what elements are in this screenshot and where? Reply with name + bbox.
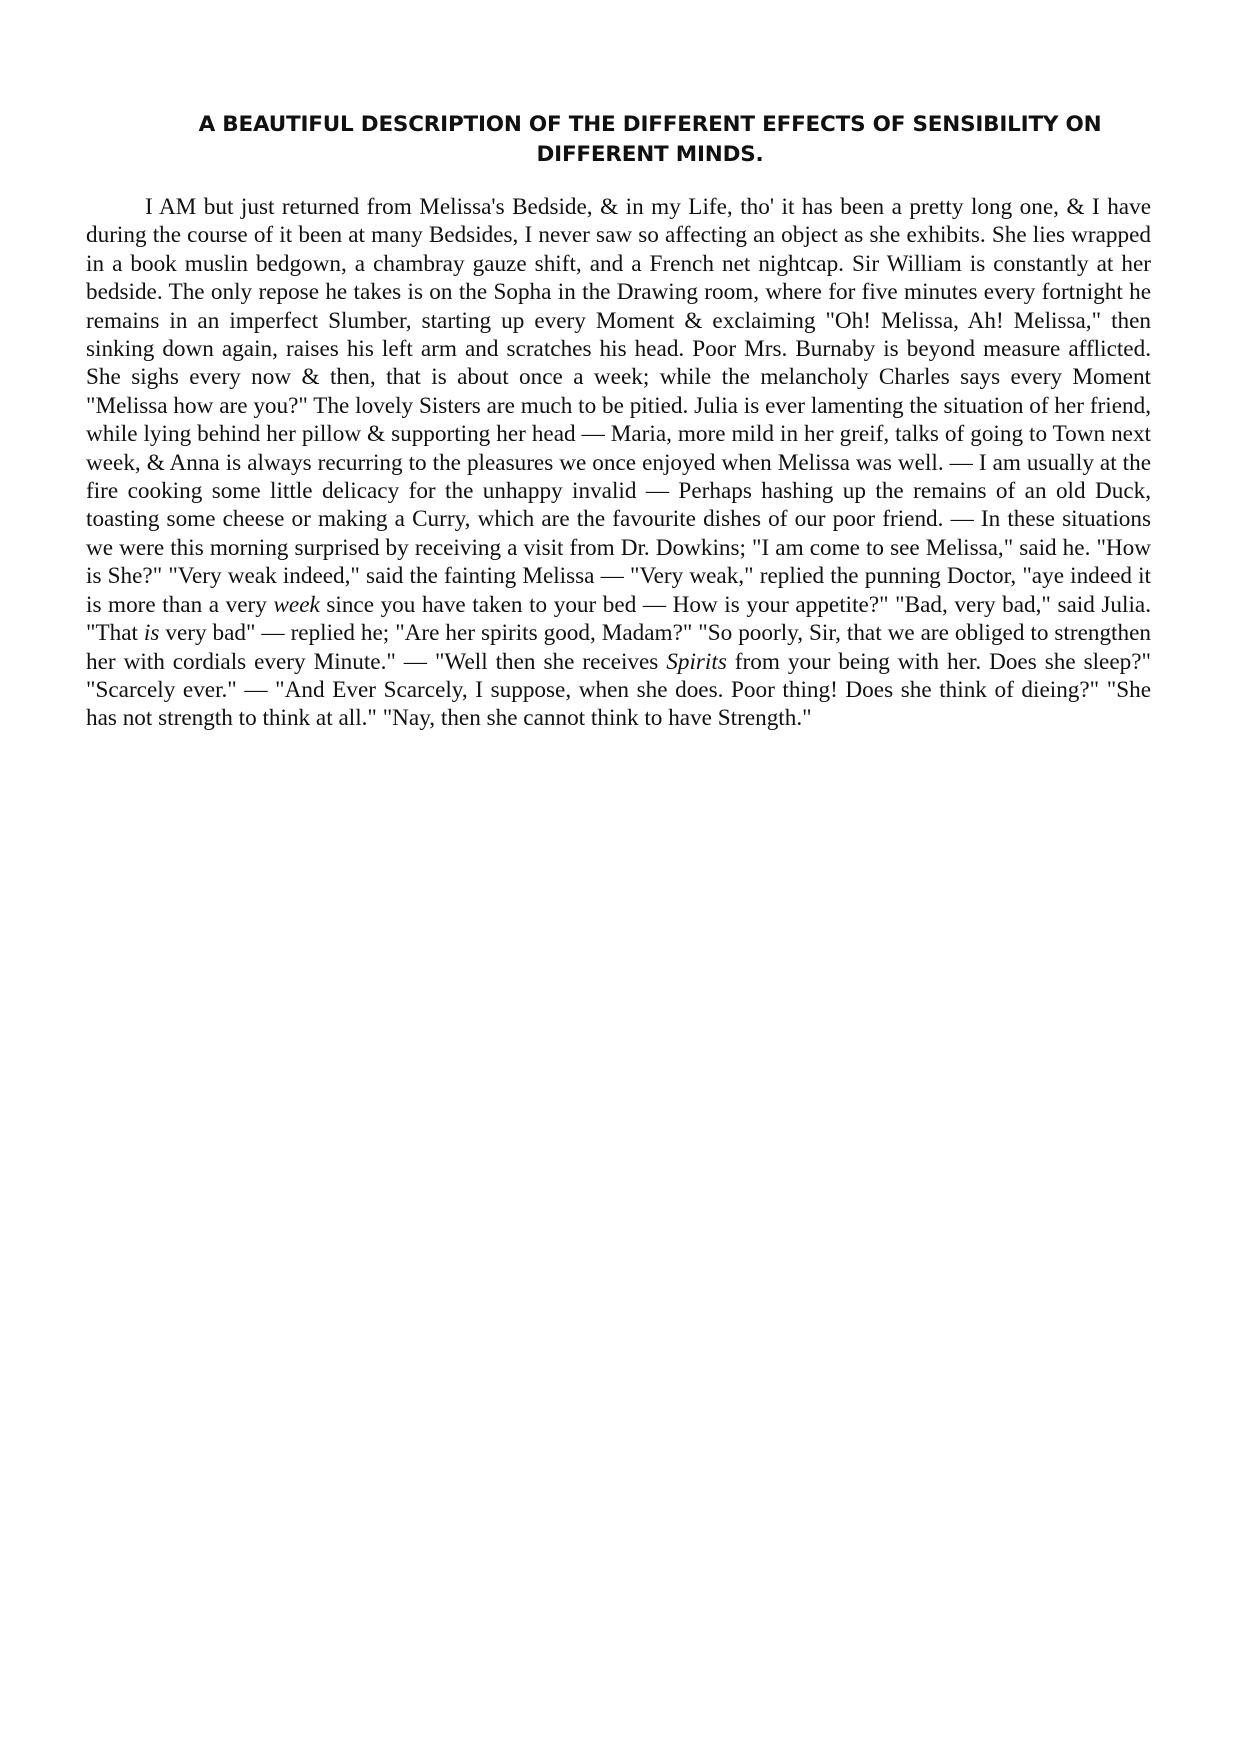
italic-word-spirits: Spirits: [666, 648, 727, 675]
page-title: [150, 110, 1150, 170]
text-segment: since you have taken to your bed — How is your appetite?" "Bad, very bad," said Julia. "That: [86, 591, 1151, 647]
italic-word-week: week: [273, 591, 320, 618]
title-line-2: DIFFERENT MINDS.: [536, 142, 764, 167]
text-segment: from your being with her. Does she sleep?" "Scarcely ever." — "And Ever Scarcely, I suppose, when she does. Poor thing! Does she think of dieing?" "She has not strength to think at all." "Nay, then she cannot think to have Strength.": [86, 648, 1151, 732]
text-segment: I AM but just returned from Melissa's Bedside, & in my Life, tho' it has been a pretty long one, & I have during the course of it been at many Bedsides, I never saw so affecting an object as she exhibits. She lies wrapped in a book muslin bedgown, a chambray gauze shift, and a French net nightcap. Sir William is constantly at her bedside. The only repose he takes is on the Sopha in the Drawing room, where for five minutes every fortnight he remains in an imperfect Slumber, starting up every Moment & exclaiming "Oh! Melissa, Ah! Melissa," then sinking down again, raises his left arm and scratches his head. Poor Mrs. Burnaby is beyond measure afflicted. She sighs every now & then, that is about once a week; while the melancholy Charles says every Moment "Melissa how are you?" The lovely Sisters are much to be pitied. Julia is ever lamenting the situation of her friend, while lying behind her pillow & supporting her head — Maria, more mild in her greif, talks of going to Town next week, & Anna is always recurring to the pleasures we once enjoyed when Melissa was well. — I am usually at the fire cooking some little delicacy for the unhappy invalid — Perhaps hashing up the remains of an old Duck, toasting some cheese or making a Curry, which are the favourite dishes of our poor friend. — In these situations we were this morning surprised by receiving a visit from Dr. Dowkins; "I am come to see Melissa," said he. "How is She?" "Very weak indeed," said the fainting Melissa — "Very weak," replied the punning Doctor, "aye indeed it is more than a very: [86, 194, 1151, 618]
text-segment: very bad" — replied he; "Are her spirits good, Madam?" "So poorly, Sir, that we are obliged to strengthen her with cordials every Minute." — "Well then she receives: [86, 620, 1151, 675]
body-paragraph: [86, 193, 1151, 733]
italic-word-is: is: [143, 620, 160, 647]
title-line-1: A BEAUTIFUL DESCRIPTION OF THE DIFFERENT EFFECTS OF SENSIBILITY ON: [198, 112, 1102, 137]
